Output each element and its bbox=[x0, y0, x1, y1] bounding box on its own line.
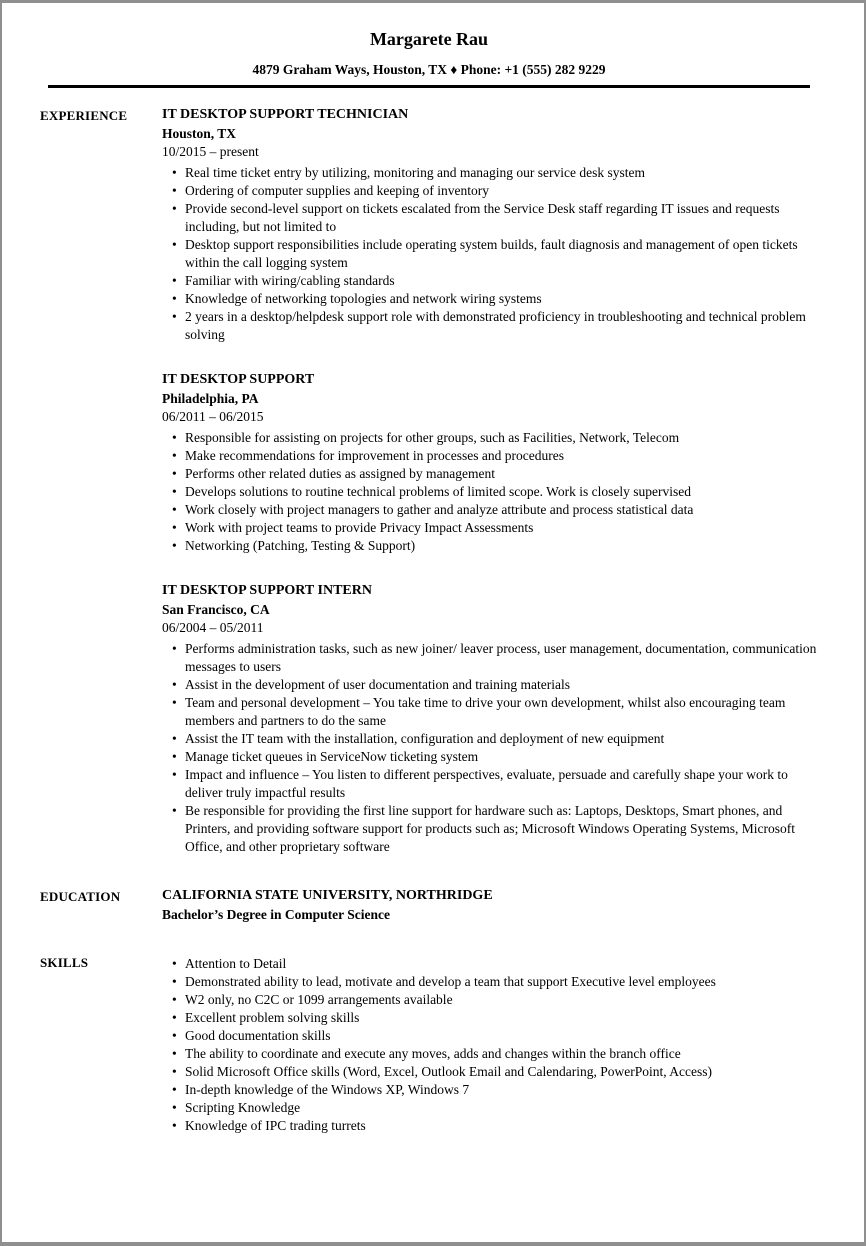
job-bullet: • Work with project teams to provide Privacy Impact Assessments bbox=[162, 519, 818, 537]
job-dates: 10/2015 – present bbox=[162, 144, 259, 159]
job-bullet: • Responsible for assisting on projects for other groups, such as Facilities, Network, Telecom bbox=[162, 429, 818, 447]
header-divider bbox=[48, 85, 810, 88]
skill-item: • W2 only, no C2C or 1099 arrangements available bbox=[162, 991, 818, 1009]
job-entry-2 bbox=[162, 370, 818, 555]
job-bullet: • Assist the IT team with the installation, configuration and deployment of new equipment bbox=[162, 730, 818, 748]
education-content bbox=[162, 886, 818, 924]
job-bullet: • Familiar with wiring/cabling standards bbox=[162, 272, 818, 290]
job-title: IT DESKTOP SUPPORT TECHNICIAN bbox=[162, 107, 409, 122]
skill-item: • Solid Microsoft Office skills (Word, Excel, Outlook Email and Calendaring, PowerPoint, Access) bbox=[162, 1063, 818, 1081]
job-bullet: • 2 years in a desktop/helpdesk support role with demonstrated proficiency in troubleshooting and technical problem solving bbox=[162, 308, 818, 344]
job-dates: 06/2004 – 05/2011 bbox=[162, 620, 264, 635]
job-location: Philadelphia, PA bbox=[162, 391, 259, 406]
job-bullet: • Desktop support responsibilities include operating system builds, fault diagnosis and management of open tickets within the call logging system bbox=[162, 236, 818, 272]
job-bullet: • Provide second-level support on tickets escalated from the Service Desk staff regarding IT issues and requests including, but not limited to bbox=[162, 200, 818, 236]
job-bullet: • Team and personal development – You take time to drive your own development, whilst also encouraging team members and partners to do the same bbox=[162, 694, 818, 730]
job-entry-1 bbox=[162, 105, 818, 344]
job-bullet: • Ordering of computer supplies and keeping of inventory bbox=[162, 182, 818, 200]
job-bullet: • Develops solutions to routine technical problems of limited scope. Work is closely supervised bbox=[162, 483, 818, 501]
job-bullet: • Performs administration tasks, such as new joiner/ leaver process, user management, documentation, communication messages to users bbox=[162, 640, 818, 676]
job-bullet: • Knowledge of networking topologies and network wiring systems bbox=[162, 290, 818, 308]
education-school: CALIFORNIA STATE UNIVERSITY, NORTHRIDGE bbox=[162, 888, 493, 903]
job-bullet-list bbox=[162, 164, 818, 344]
job-bullet: • Be responsible for providing the first line support for hardware such as: Laptops, Desktops, Smart phones, and Printers, and providing software support for products such as; Microsoft Windows Operating Systems, Microsoft Office, and other proprietary software bbox=[162, 802, 818, 856]
skill-item: • Demonstrated ability to lead, motivate and develop a team that support Executive level employees bbox=[162, 973, 818, 991]
job-bullet: • Work closely with project managers to gather and analyze attribute and process statistical data bbox=[162, 501, 818, 519]
skills-section bbox=[40, 952, 818, 1135]
education-section bbox=[40, 886, 818, 924]
skill-item: • Scripting Knowledge bbox=[162, 1099, 818, 1117]
resume-header bbox=[40, 29, 818, 88]
job-bullet: • Manage ticket queues in ServiceNow ticketing system bbox=[162, 748, 818, 766]
person-name: Margarete Rau bbox=[369, 29, 489, 49]
job-dates: 06/2011 – 06/2015 bbox=[162, 409, 264, 424]
skill-item: • The ability to coordinate and execute any moves, adds and changes within the branch office bbox=[162, 1045, 818, 1063]
experience-content bbox=[162, 105, 818, 856]
job-bullet: • Networking (Patching, Testing & Support) bbox=[162, 537, 818, 555]
section-label-skills: SKILLS bbox=[40, 955, 89, 970]
job-bullet-list bbox=[162, 640, 818, 856]
resume-content bbox=[40, 105, 818, 1135]
job-bullet: • Impact and influence – You listen to different perspectives, evaluate, persuade and carefully shape your work to deliver truly impactful results bbox=[162, 766, 818, 802]
job-title: IT DESKTOP SUPPORT INTERN bbox=[162, 583, 372, 598]
job-location: San Francisco, CA bbox=[162, 602, 270, 617]
page-body bbox=[2, 3, 864, 1155]
skill-item: • Good documentation skills bbox=[162, 1027, 818, 1045]
education-degree: Bachelor’s Degree in Computer Science bbox=[162, 907, 390, 922]
job-bullet: • Real time ticket entry by utilizing, monitoring and managing our service desk system bbox=[162, 164, 818, 182]
job-location: Houston, TX bbox=[162, 126, 237, 141]
job-bullet: • Make recommendations for improvement in processes and procedures bbox=[162, 447, 818, 465]
job-entry-3 bbox=[162, 581, 818, 856]
experience-section bbox=[40, 105, 818, 856]
job-bullet: • Performs other related duties as assigned by management bbox=[162, 465, 818, 483]
job-bullet: • Assist in the development of user documentation and training materials bbox=[162, 676, 818, 694]
section-label-experience: EXPERIENCE bbox=[40, 108, 128, 123]
skills-list bbox=[162, 955, 818, 1135]
section-label-education: EDUCATION bbox=[40, 889, 121, 904]
job-bullet-list bbox=[162, 429, 818, 555]
contact-line: 4879 Graham Ways, Houston, TX ♦ Phone: +1 (555) 282 9229 bbox=[252, 62, 606, 77]
skill-item: • Attention to Detail bbox=[162, 955, 818, 973]
job-title: IT DESKTOP SUPPORT bbox=[162, 372, 315, 387]
skill-item: • In-depth knowledge of the Windows XP, Windows 7 bbox=[162, 1081, 818, 1099]
skill-item: • Knowledge of IPC trading turrets bbox=[162, 1117, 818, 1135]
skill-item: • Excellent problem solving skills bbox=[162, 1009, 818, 1027]
skills-content bbox=[162, 952, 818, 1135]
